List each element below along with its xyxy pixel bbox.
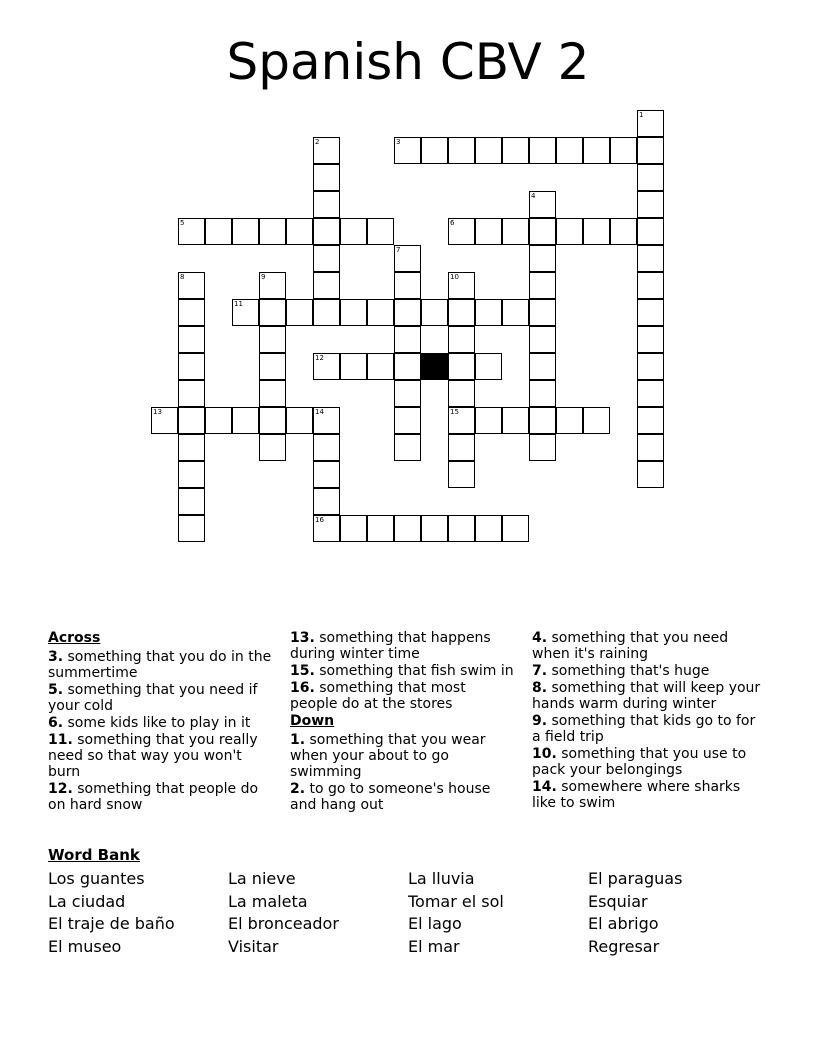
grid-cell[interactable] [637, 272, 664, 299]
clue-number: 14 [315, 408, 324, 416]
grid-cell[interactable] [178, 488, 205, 515]
grid-cell[interactable] [178, 218, 205, 245]
clues-column-1 [48, 630, 273, 814]
grid-cell[interactable] [205, 407, 232, 434]
grid-cell[interactable] [637, 353, 664, 380]
clue-down-9: 9. something that kids go to for a field trip [532, 713, 756, 745]
grid-cell[interactable] [583, 407, 610, 434]
grid-cell[interactable] [205, 218, 232, 245]
grid-cell[interactable] [178, 461, 205, 488]
grid-cell[interactable] [313, 488, 340, 515]
grid-cell[interactable] [448, 380, 475, 407]
word-bank-item: El bronceador [228, 914, 339, 933]
grid-cell[interactable] [178, 434, 205, 461]
grid-cell[interactable] [394, 245, 421, 272]
grid-cell[interactable] [637, 245, 664, 272]
grid-cell[interactable] [448, 434, 475, 461]
grid-cell[interactable] [637, 380, 664, 407]
clue-across-6: 6. some kids like to play in it [48, 715, 251, 731]
grid-cell[interactable] [502, 137, 529, 164]
grid-cell[interactable] [583, 137, 610, 164]
grid-cell[interactable] [178, 380, 205, 407]
grid-cell[interactable] [529, 272, 556, 299]
clue-down-8: 8. something that will keep your hands warm during winter [532, 680, 761, 712]
word-bank-column-1 [48, 868, 175, 958]
grid-cell[interactable] [421, 515, 448, 542]
grid-cell[interactable] [394, 380, 421, 407]
grid-cell[interactable] [394, 272, 421, 299]
clue-across-5: 5. something that you need if your cold [48, 682, 258, 714]
clue-across-11: 11. something that you really need so that way you won't burn [48, 732, 258, 780]
grid-cell[interactable] [637, 434, 664, 461]
grid-cell[interactable] [259, 434, 286, 461]
grid-cell[interactable] [448, 407, 475, 434]
grid-cell[interactable] [340, 299, 367, 326]
grid-cell[interactable] [529, 326, 556, 353]
grid-cell[interactable] [394, 326, 421, 353]
clue-number: 9 [261, 273, 266, 281]
grid-cell[interactable] [529, 407, 556, 434]
clues-column-3 [532, 630, 768, 812]
grid-cell[interactable] [178, 326, 205, 353]
grid-cell[interactable] [583, 218, 610, 245]
grid-cell[interactable] [421, 137, 448, 164]
grid-cell[interactable] [637, 326, 664, 353]
grid-cell[interactable] [178, 272, 205, 299]
clue-number: 3 [396, 138, 401, 146]
word-bank-column-3 [408, 868, 504, 958]
grid-cell[interactable] [259, 218, 286, 245]
grid-cell[interactable] [394, 137, 421, 164]
clue-number: 13 [153, 408, 162, 416]
word-bank-item: Visitar [228, 936, 279, 956]
grid-cell[interactable] [529, 299, 556, 326]
word-bank-item: Regresar [588, 936, 660, 956]
grid-cell[interactable] [556, 407, 583, 434]
grid-cell[interactable] [259, 380, 286, 407]
grid-cell[interactable] [313, 191, 340, 218]
grid-cell[interactable] [178, 515, 205, 542]
grid-cell[interactable] [475, 137, 502, 164]
grid-cell[interactable] [610, 137, 637, 164]
grid-cell[interactable] [448, 299, 475, 326]
grid-cell[interactable] [340, 218, 367, 245]
grid-cell[interactable] [448, 326, 475, 353]
word-bank-item: El lago [408, 914, 462, 933]
grid-cell[interactable] [529, 380, 556, 407]
grid-cell[interactable] [637, 164, 664, 191]
clue-number: 12 [315, 354, 324, 362]
grid-cell[interactable] [502, 299, 529, 326]
word-bank-item: La ciudad [48, 891, 126, 911]
word-bank-item: El paraguas [588, 869, 683, 888]
clue-across-3: 3. something that you do in the summertime [48, 649, 272, 681]
grid-cell[interactable] [529, 137, 556, 164]
grid-cell[interactable] [637, 299, 664, 326]
grid-cell[interactable] [637, 191, 664, 218]
clue-down-10: 10. something that you use to pack your belongings [532, 746, 747, 778]
word-bank-item: La maleta [228, 891, 308, 911]
clue-down-4: 4. something that you need when it's raining [532, 630, 729, 662]
grid-cell-black [421, 353, 448, 380]
grid-cell[interactable] [313, 461, 340, 488]
grid-cell[interactable] [421, 299, 448, 326]
word-bank-item: La lluvia [408, 869, 475, 888]
word-bank-heading: Word Bank [48, 846, 140, 864]
clue-number: 1 [639, 111, 644, 119]
grid-cell[interactable] [394, 434, 421, 461]
clue-down-1: 1. something that you wear when your about to go swimming [290, 732, 486, 780]
word-bank-item: Tomar el sol [408, 891, 504, 911]
clue-number: 11 [234, 300, 243, 308]
grid-cell[interactable] [313, 515, 340, 542]
grid-cell[interactable] [286, 299, 313, 326]
word-bank-item: El museo [48, 936, 122, 956]
grid-cell[interactable] [178, 407, 205, 434]
grid-cell[interactable] [367, 515, 394, 542]
grid-cell[interactable] [151, 407, 178, 434]
word-bank-column-4 [588, 868, 682, 958]
grid-cell[interactable] [178, 299, 205, 326]
clue-number: 15 [450, 408, 459, 416]
word-bank-column-2 [228, 868, 339, 958]
clue-down-2: 2. to go to someone's house and hang out [290, 781, 491, 813]
grid-cell[interactable] [637, 407, 664, 434]
clues-column-2 [290, 630, 515, 814]
grid-cell[interactable] [313, 407, 340, 434]
grid-cell[interactable] [529, 245, 556, 272]
grid-cell[interactable] [394, 299, 421, 326]
grid-cell[interactable] [232, 218, 259, 245]
grid-cell[interactable] [313, 218, 340, 245]
grid-cell[interactable] [529, 434, 556, 461]
grid-cell[interactable] [448, 272, 475, 299]
clue-down-7: 7. something that's huge [532, 663, 710, 679]
clue-number: 16 [315, 516, 324, 524]
grid-cell[interactable] [394, 353, 421, 380]
grid-cell[interactable] [313, 434, 340, 461]
grid-cell[interactable] [637, 137, 664, 164]
grid-cell[interactable] [367, 299, 394, 326]
grid-cell[interactable] [259, 272, 286, 299]
grid-cell[interactable] [286, 218, 313, 245]
grid-cell[interactable] [637, 461, 664, 488]
grid-cell[interactable] [232, 299, 259, 326]
grid-cell[interactable] [313, 353, 340, 380]
grid-cell[interactable] [259, 299, 286, 326]
word-bank-item: Esquiar [588, 891, 648, 911]
grid-cell[interactable] [637, 110, 664, 137]
grid-cell[interactable] [475, 407, 502, 434]
grid-cell[interactable] [313, 137, 340, 164]
word-bank-item: El mar [408, 936, 460, 956]
grid-cell[interactable] [502, 218, 529, 245]
clue-number: 4 [531, 192, 536, 200]
clue-number: 5 [180, 219, 185, 227]
clue-number: 10 [450, 273, 459, 281]
grid-cell[interactable] [286, 407, 313, 434]
grid-cell[interactable] [502, 515, 529, 542]
grid-cell[interactable] [367, 218, 394, 245]
grid-cell[interactable] [529, 191, 556, 218]
grid-cell[interactable] [475, 353, 502, 380]
grid-cell[interactable] [448, 218, 475, 245]
grid-cell[interactable] [367, 353, 394, 380]
clue-across-15: 15. something that fish swim in [290, 663, 514, 679]
clue-number: 6 [450, 219, 455, 227]
grid-cell[interactable] [178, 353, 205, 380]
grid-cell[interactable] [475, 299, 502, 326]
grid-cell[interactable] [556, 137, 583, 164]
clue-number: 2 [315, 138, 320, 146]
word-bank-item: Los guantes [48, 869, 145, 888]
grid-cell[interactable] [556, 218, 583, 245]
grid-cell[interactable] [448, 353, 475, 380]
grid-cell[interactable] [529, 353, 556, 380]
grid-cell[interactable] [259, 326, 286, 353]
grid-cell[interactable] [232, 407, 259, 434]
grid-cell[interactable] [529, 218, 556, 245]
grid-cell[interactable] [610, 218, 637, 245]
word-bank-item: La nieve [228, 869, 296, 888]
across-heading: Across [48, 630, 101, 646]
grid-cell[interactable] [475, 218, 502, 245]
grid-cell[interactable] [394, 515, 421, 542]
clue-number: 7 [396, 246, 401, 254]
grid-cell[interactable] [448, 137, 475, 164]
clue-across-16: 16. something that most people do at the stores [290, 680, 466, 712]
grid-cell[interactable] [340, 353, 367, 380]
grid-cell[interactable] [313, 245, 340, 272]
grid-cell[interactable] [259, 353, 286, 380]
grid-cell[interactable] [340, 515, 367, 542]
down-heading: Down [290, 713, 335, 729]
clue-across-13: 13. something that happens during winter time [290, 630, 491, 662]
grid-cell[interactable] [637, 218, 664, 245]
grid-cell[interactable] [475, 515, 502, 542]
grid-cell[interactable] [313, 272, 340, 299]
clue-across-12: 12. something that people do on hard snow [48, 781, 259, 813]
page-title: Spanish CBV 2 [226, 33, 590, 91]
word-bank-item: El traje de baño [48, 914, 175, 933]
grid-cell[interactable] [502, 407, 529, 434]
grid-cell[interactable] [313, 164, 340, 191]
clue-number: 8 [180, 273, 185, 281]
grid-cell[interactable] [313, 299, 340, 326]
clue-down-14: 14. somewhere where sharks like to swim [532, 779, 741, 811]
grid-cell[interactable] [448, 515, 475, 542]
grid-cell[interactable] [259, 407, 286, 434]
word-bank-item: El abrigo [588, 914, 659, 933]
grid-cell[interactable] [448, 461, 475, 488]
grid-cell[interactable] [394, 407, 421, 434]
